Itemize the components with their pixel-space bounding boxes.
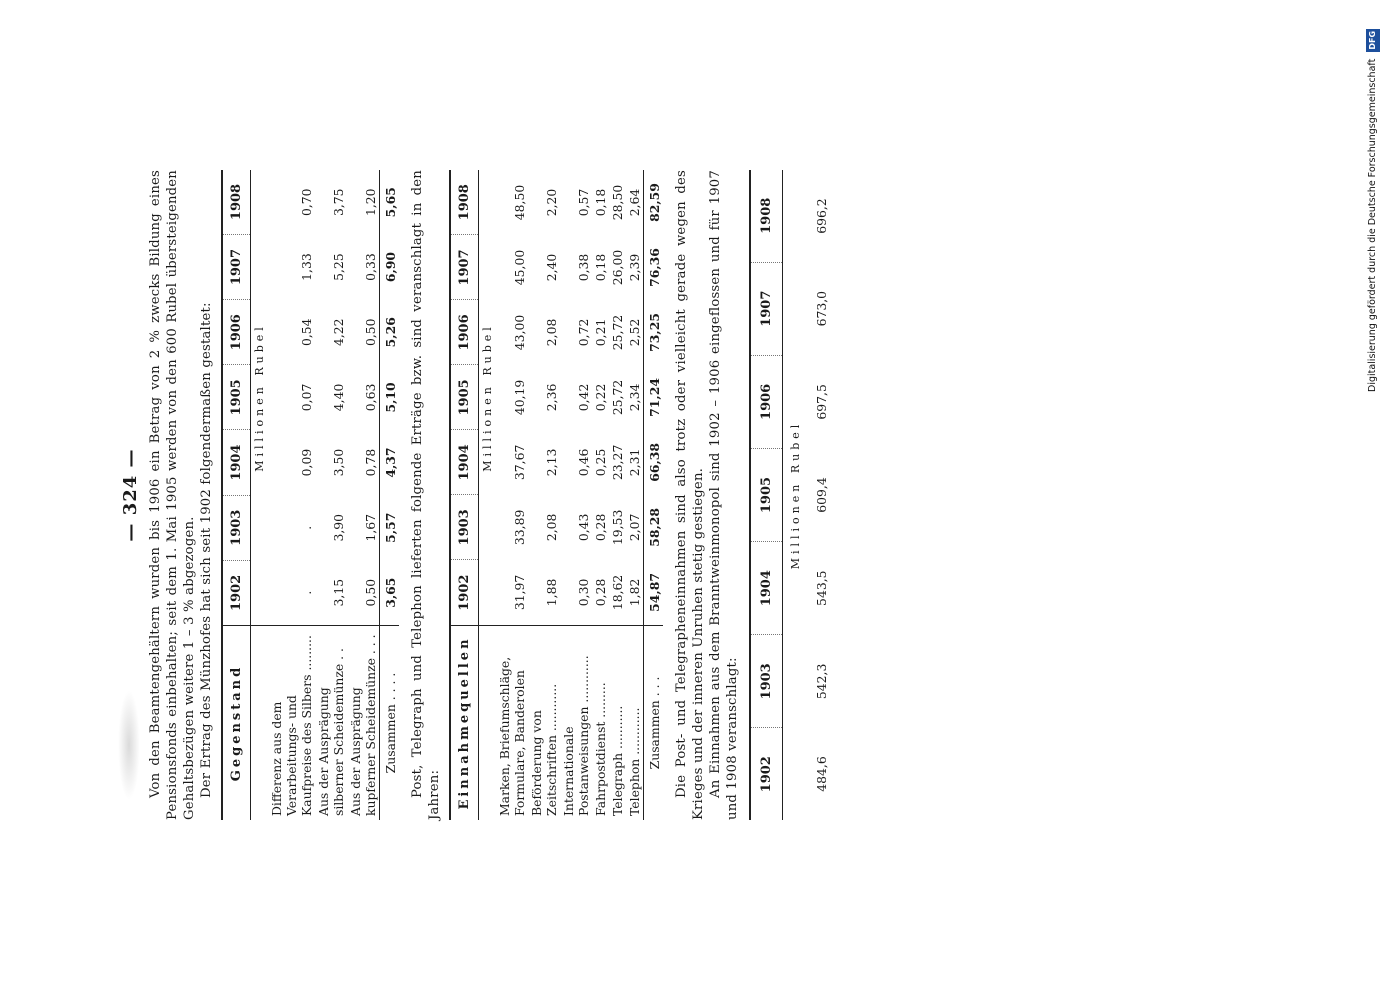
cell: 0,42 — [576, 383, 591, 412]
cell: 2,39 — [627, 253, 642, 282]
cell: 2,31 — [627, 448, 642, 477]
table2-header-item: Einnahmequellen — [450, 626, 479, 821]
cell: 2,40 — [544, 253, 559, 282]
cell: 0,50 — [363, 318, 378, 347]
sum-cell: 73,25 — [644, 300, 664, 365]
cell: 696,2 — [814, 198, 829, 234]
cell: 25,72 — [610, 379, 625, 416]
cell: 542,3 — [814, 663, 829, 700]
cell: 3,15 — [331, 578, 346, 607]
cell: 0,09 — [299, 448, 314, 477]
cell: . — [299, 590, 314, 595]
credit-text: Digitalisierung gefördert durch die Deutsche Forschungsgemeinschaft — [1367, 58, 1378, 392]
cell: 0,70 — [299, 188, 314, 217]
spirits-monopoly-table — [749, 170, 835, 820]
sum-cell: 5,57 — [380, 495, 400, 560]
table2-year: 1906 — [450, 300, 479, 365]
row-label: Fahrpostdienst ......... — [592, 626, 609, 821]
cell: 673,0 — [814, 290, 829, 327]
table2-year: 1903 — [450, 495, 479, 560]
row-label: Internationale Postanweisungen ............ — [560, 626, 592, 821]
paragraph-post-intro: Post, Telegraph und Telephon lieferten folgende Erträge bzw. sind veranschlagt in den Jahren: — [410, 170, 442, 820]
sum-cell: 76,36 — [644, 235, 664, 300]
row-label: Aus der Ausprägung silberner Scheidemünze . . — [315, 626, 347, 821]
sum-cell: 5,65 — [380, 170, 400, 234]
cell: 609,4 — [814, 477, 829, 513]
table-row — [626, 170, 644, 820]
cell: 0,78 — [363, 448, 378, 477]
sum-cell: 5,26 — [380, 300, 400, 365]
cell: 0,63 — [363, 383, 378, 412]
cell: 19,53 — [610, 509, 625, 546]
table-row — [496, 170, 528, 820]
cell: 5,25 — [331, 253, 346, 281]
cell: 43,00 — [512, 314, 527, 351]
table3-year: 1905 — [750, 448, 783, 541]
cell: 1,67 — [363, 513, 378, 542]
cell: 0,18 — [593, 188, 608, 217]
dfg-logo: DFG — [1366, 29, 1380, 52]
page-number: — 324 — — [120, 448, 141, 542]
cell: 28,50 — [610, 184, 625, 221]
table-row — [315, 170, 347, 820]
sum-cell: 54,87 — [644, 560, 664, 626]
cell: 2,08 — [544, 513, 559, 542]
cell: 23,27 — [610, 444, 625, 481]
cell: 0,46 — [576, 448, 591, 477]
cell: 33,89 — [512, 509, 527, 546]
post-revenue-table — [449, 170, 663, 820]
table1-year: 1906 — [222, 300, 251, 365]
cell: 0,72 — [576, 318, 591, 347]
cell: 0,57 — [576, 188, 591, 217]
table1-year: 1907 — [222, 234, 251, 299]
table1-unit: Millionen Rubel — [253, 323, 266, 472]
cell: 1,33 — [299, 253, 314, 281]
cell: 1,88 — [544, 578, 559, 607]
table3-year: 1904 — [750, 542, 783, 635]
cell: 0,18 — [593, 253, 608, 282]
cell: 0,33 — [363, 253, 378, 281]
cell: 37,67 — [512, 444, 527, 481]
paragraph-mint-intro: Der Ertrag des Münzhofes hat sich seit 1902 folgendermaßen gestaltet: — [199, 302, 214, 798]
table1-header-item: Gegenstand — [222, 626, 251, 821]
sum-label: Zusammen . . . . — [380, 626, 400, 821]
table2-unit: Millionen Rubel — [481, 323, 494, 472]
cell: 0,38 — [576, 253, 591, 282]
table3-year: 1907 — [750, 262, 783, 355]
table1-year: 1903 — [222, 495, 251, 560]
table3-year: 1906 — [750, 355, 783, 448]
cell: 0,22 — [593, 383, 608, 412]
table2-year: 1908 — [450, 170, 479, 235]
sum-cell: 5,10 — [380, 365, 400, 430]
sum-label: Zusammen . . . — [644, 626, 664, 821]
cell: 2,07 — [627, 513, 642, 542]
table2-year: 1904 — [450, 430, 479, 495]
row-label: Beförderung von Zeitschriften ............ — [528, 626, 560, 821]
table1-year: 1902 — [222, 560, 251, 625]
sum-cell: 6,90 — [380, 234, 400, 299]
cell: 45,00 — [512, 249, 527, 286]
cell: 2,13 — [544, 448, 559, 477]
mint-revenue-table — [221, 170, 399, 820]
cell: . — [299, 525, 314, 530]
cell: 18,62 — [610, 574, 625, 611]
cell: 48,50 — [512, 184, 527, 221]
table-row — [347, 170, 380, 820]
table-row — [560, 170, 592, 820]
table-sum-row — [380, 170, 400, 820]
cell: 31,97 — [512, 574, 527, 611]
cell: 2,52 — [627, 318, 642, 347]
cell: 697,5 — [814, 384, 829, 420]
table3-year: 1902 — [750, 728, 783, 820]
cell: 0,54 — [299, 318, 314, 347]
cell: 3,90 — [331, 513, 346, 542]
rotated-page — [120, 170, 1040, 820]
table-sum-row — [644, 170, 664, 820]
table1-year: 1908 — [222, 170, 251, 234]
cell: 0,25 — [593, 448, 608, 477]
cell: 484,6 — [814, 756, 829, 792]
cell: 4,22 — [331, 318, 346, 347]
row-label: Aus der Ausprägung kupferner Scheidemünze . . . — [347, 626, 380, 821]
cell: 2,36 — [544, 383, 559, 412]
sum-cell: 66,38 — [644, 430, 664, 495]
cell: 0,43 — [576, 513, 591, 542]
table3-year: 1908 — [750, 170, 783, 262]
cell: 543,5 — [814, 570, 829, 606]
cell: 0,28 — [593, 578, 608, 607]
cell: 1,82 — [627, 578, 642, 607]
row-label: Differenz aus dem Verarbeitungs- und Kaufpreise des Silbers ......... — [268, 626, 315, 821]
table1-year: 1905 — [222, 365, 251, 430]
cell: 25,72 — [610, 314, 625, 351]
table2-year: 1907 — [450, 235, 479, 300]
digitization-credit — [1366, 8, 1380, 392]
row-label: Marken, Briefumschläge, Formulare, Banderolen — [496, 626, 528, 821]
table3-year: 1903 — [750, 635, 783, 728]
cell: 4,40 — [331, 383, 346, 412]
cell: 0,07 — [299, 383, 314, 412]
paragraph-pension: Von den Beamtengehältern wurden bis 1906 ein Betrag von 2 % zwecks Bildung eines Pensionsfonds einbehalten; seit dem 1. Mai 1905 werden von den 600 Rubel übersteigenden Gehaltsbezügen weitere 1 – 3 % abgezogen. — [148, 170, 197, 820]
table1-year: 1904 — [222, 430, 251, 495]
paragraph-post-conclusion: Die Post- und Telegrapheneinnahmen sind also trotz oder vielleicht gerade wegen des Krieges und der inneren Unruhen stetig gestiegen. — [674, 170, 706, 820]
table2-year: 1902 — [450, 560, 479, 626]
cell: 26,00 — [610, 249, 625, 286]
cell: 2,34 — [627, 383, 642, 412]
row-label: Telegraph ........... — [609, 626, 626, 821]
table3-unit: Millionen Rubel — [789, 420, 802, 570]
cell: 0,30 — [576, 578, 591, 607]
cell: 2,08 — [544, 318, 559, 347]
cell: 0,50 — [363, 578, 378, 607]
sum-cell: 4,37 — [380, 430, 400, 495]
cell: 2,20 — [544, 188, 559, 217]
cell: 3,50 — [331, 448, 346, 477]
table2-year: 1905 — [450, 365, 479, 430]
paragraph-spirits-intro: An Einnahmen aus dem Branntweinmonopol sind 1902 – 1906 eingeflossen und für 1907 und 1908 veranschlagt: — [708, 170, 740, 820]
sum-cell: 3,65 — [380, 560, 400, 625]
sum-cell: 58,28 — [644, 495, 664, 560]
table-row — [268, 170, 315, 820]
cell: 0,21 — [593, 318, 608, 347]
cell: 40,19 — [512, 379, 527, 416]
table-row — [609, 170, 626, 820]
cell: 3,75 — [331, 188, 346, 217]
table-row — [528, 170, 560, 820]
table-row — [808, 170, 835, 820]
row-label: Telephon ............ — [626, 626, 644, 821]
sum-cell: 82,59 — [644, 170, 664, 235]
table-row — [592, 170, 609, 820]
cell: 0,28 — [593, 513, 608, 542]
cell: 2,64 — [627, 188, 642, 217]
sum-cell: 71,24 — [644, 365, 664, 430]
cell: 1,20 — [363, 188, 378, 217]
